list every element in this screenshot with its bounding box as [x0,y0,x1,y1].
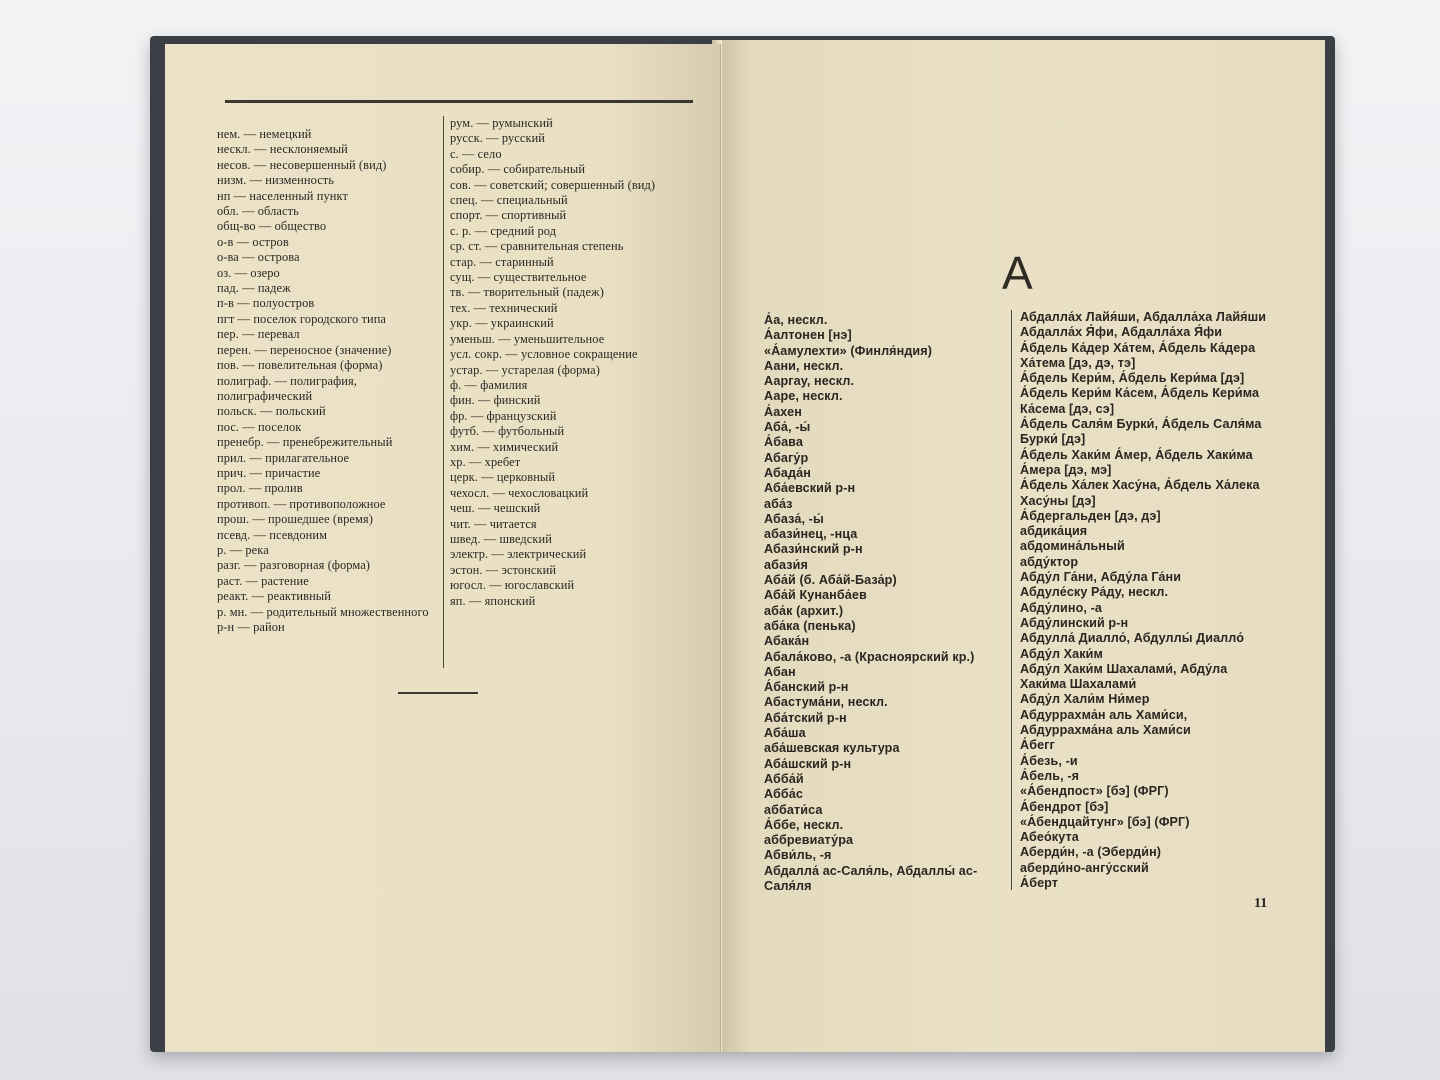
dictionary-entry: А́ббе, нескл. [764,817,844,832]
abbreviation-entry: пгт — поселок городского типа [217,311,387,326]
dictionary-entry: Аберди́н, -а (Эберди́н) [1020,845,1162,860]
abbreviation-entry: сов. — советский; совершенный (вид) [450,177,656,192]
dictionary-column-right [1020,310,1268,891]
abbreviation-entry: реакт. — реактивный [217,589,331,604]
dictionary-entry: Аба́, -ы́ [764,420,811,435]
dictionary-entry: А́бдель Хаки́м А́мер, А́бдель Хаки́ма А́мера [дэ, мэ] [1020,447,1253,477]
abbreviation-entry: чеш. — чешский [450,501,541,516]
dictionary-column-left [764,313,1008,894]
dictionary-entry: А́а, нескл. [764,313,828,327]
abbreviation-entry: о-ва — острова [217,250,300,265]
dictionary-entry: Абба́с [764,787,803,802]
dictionary-entry: Абду́л Хаки́м [1020,646,1103,661]
dictionary-entry: Аба́шский р-н [764,756,852,771]
abbreviation-entry: с. р. — средний род [450,223,557,238]
abbreviation-entry: хим. — химический [450,439,559,454]
dictionary-entry: Аба́й Кунанба́ев [764,588,867,603]
dictionary-entry: Абагу́р [764,450,809,465]
abbreviation-entry: стар. — старинный [450,254,554,269]
dictionary-entry: Аба́й (б. Аба́й-База́р) [764,573,897,588]
abbreviation-entry: русск. — русский [450,131,546,146]
abbreviation-entry: уменьш. — уменьшительное [450,331,605,346]
dictionary-entry: аба́к (архит.) [764,603,844,618]
abbreviation-entry: электр. — электрический [450,547,587,562]
abbreviation-entry: прол. — пролив [217,481,303,496]
dictionary-entry: Абада́н [764,465,811,480]
dictionary-entry: Абала́ково, -а (Красноярский кр.) [764,649,975,664]
dictionary-entry: А́бегг [1020,738,1055,753]
abbreviation-entry: укр. — украинский [450,316,554,331]
abbreviation-entry: рум. — румынский [450,116,553,130]
dictionary-entry: Аба́тский р-н [764,710,847,725]
dictionary-entry: «А́бендпост» [бэ] (ФРГ) [1020,784,1169,799]
abbreviation-entry: яп. — японский [450,593,536,608]
abbreviation-entry: пад. — падеж [217,281,291,296]
abbreviation-entry: полиграф. — полиграфия, полиграфический [217,373,357,403]
dictionary-entry: Аба́евский р-н [764,481,856,496]
abbreviation-column-right [450,116,690,609]
abbreviation-entry: хр. — хребет [450,454,521,469]
abbreviation-entry: прош. — прошедшее (время) [217,512,373,527]
dictionary-entry: «А́амулехти» (Финля́ндия) [764,343,933,358]
dictionary-entry: Аба́ша [764,726,806,741]
dictionary-entry: Абдулла́ Диалло́, Абдуллы́ Диалло́ [1020,631,1245,646]
column-divider [1011,310,1012,890]
abbreviation-entry: несов. — несовершенный (вид) [217,157,387,172]
abbreviation-entry: швед. — шведский [450,531,552,546]
dictionary-entry: А́берт [1020,875,1059,890]
dictionary-entry: А́бдель Кери́м Ка́сем, А́бдель Кери́ма Ка́сема [дэ, сэ] [1020,386,1260,416]
page-number: 11 [1254,896,1268,911]
dictionary-entry: А́безь, -и [1020,753,1078,768]
abbreviation-entry: сущ. — существительное [450,270,587,285]
abbreviation-entry: обл. — область [217,204,299,219]
abbreviation-entry: тех. — технический [450,300,558,315]
end-rule [398,692,478,694]
abbreviation-entry: устар. — устарелая (форма) [450,362,600,377]
abbreviation-entry: ф. — фамилия [450,377,528,392]
dictionary-entry: А́бава [764,435,803,450]
abbreviation-entry: эстон. — эстонский [450,562,557,577]
dictionary-entry: «А́бендцайтунг» [бэ] (ФРГ) [1020,814,1190,829]
abbreviation-entry: югосл. — югославский [450,578,575,593]
dictionary-entry: А́бдель Ка́дер Ха́тем, А́бдель Ка́дера Ха́тема [дэ, дэ, тэ] [1020,340,1256,370]
abbreviation-entry: разг. — разговорная (форма) [217,558,371,573]
dictionary-entry: Аани, нескл. [764,358,844,373]
dictionary-entry: абду́ктор [1020,554,1079,569]
abbreviation-entry: р-н — район [217,620,285,634]
dictionary-entry: Абдуррахма́н аль Хами́си, Абдуррахма́на аль Хами́си [1020,707,1191,738]
dictionary-entry: Абаза́, -ы́ [764,511,824,526]
section-letter-heading: А [1002,247,1033,299]
abbreviation-entry: фин. — финский [450,393,541,408]
column-divider [443,116,444,668]
dictionary-entry: А́бдель Саля́м Бурки́, А́бдель Саля́ма Бурки́ [дэ] [1020,417,1262,447]
dictionary-entry: А́ахен [764,404,802,419]
abbreviation-entry: о-в — остров [217,234,289,249]
dictionary-entry: аба́шевская культура [764,741,900,756]
dictionary-entry: аберди́но-ангу́сский [1020,860,1149,875]
dictionary-entry: абази́нец, -нца [764,527,858,542]
dictionary-entry: Абдалла́х Лайя́ши, Абдалла́ха Лайя́ши [1020,310,1267,324]
dictionary-entry: аба́з [764,496,793,511]
abbreviation-entry: нем. — немецкий [217,127,312,141]
abbreviation-entry: футб. — футбольный [450,424,565,439]
dictionary-entry: Абдалла́ ас-Саля́ль, Абдаллы́ ас-Саля́ля [764,863,978,893]
abbreviation-entry: собир. — собирательный [450,162,586,177]
dictionary-entry: А́бдель Кери́м, А́бдель Кери́ма [дэ] [1020,371,1245,386]
dictionary-entry: Абви́ль, -я [764,848,832,863]
abbreviation-entry: оз. — озеро [217,265,280,280]
abbreviation-column-left [217,127,435,635]
dictionary-entry: аба́ка (пенька) [764,618,856,633]
dictionary-entry: абдика́ция [1020,524,1088,539]
abbreviation-entry: прич. — причастие [217,465,321,480]
abbreviation-entry: чехосл. — чехословацкий [450,485,589,500]
abbreviation-entry: р. мн. — родительный множественного [217,604,429,619]
abbreviation-entry: с. — село [450,146,502,161]
abbreviation-entry: нп — населенный пункт [217,188,348,203]
abbreviation-entry: польск. — польский [217,404,326,419]
dictionary-entry: А́бель, -я [1020,768,1080,783]
abbreviation-entry: раст. — растение [217,573,309,588]
dictionary-entry: А́алтонен [нэ] [764,328,852,343]
abbreviation-entry: чит. — читается [450,516,537,531]
abbreviation-entry: церк. — церковный [450,470,556,485]
dictionary-entry: Абео́кута [1020,830,1079,845]
dictionary-entry: Абан [764,664,796,679]
dictionary-entry: Абази́нский р-н [764,542,863,557]
dictionary-entry: абази́я [764,557,808,572]
dictionary-entry: А́бендрот [бэ] [1020,799,1109,814]
abbreviation-entry: общ-во — общество [217,219,327,234]
dictionary-entry: Абака́н [764,634,810,649]
dictionary-entry: Абду́л Га́ни, Абду́ла Га́ни [1020,570,1182,585]
abbreviation-entry: спец. — специальный [450,193,568,208]
dictionary-entry: А́бдель Ха́лек Хасу́на, А́бдель Ха́лека Хасу́ны [дэ] [1020,478,1260,508]
abbreviation-entry: п-в — полуостров [217,296,315,311]
dictionary-entry: Абдуле́ску Ра́ду, нескл. [1020,585,1169,600]
dictionary-entry: Абду́линский р-н [1020,615,1129,630]
right-page [722,40,1325,1052]
dictionary-entry: А́банский р-н [764,680,849,695]
dictionary-entry: Абду́л Хаки́м Шахалами́, Абду́ла Хаки́ма Шахалами́ [1020,661,1228,692]
abbreviation-entry: перен. — переносное (значение) [217,342,392,357]
abbreviation-entry: ср. ст. — сравнительная степень [450,239,624,254]
top-rule [225,100,693,103]
dictionary-entry: абдомина́льный [1020,539,1125,554]
abbreviation-entry: пренебр. — пренебрежительный [217,435,393,450]
abbreviation-entry: пер. — перевал [217,327,300,342]
dictionary-entry: Абду́л Хали́м Ни́мер [1020,692,1150,707]
abbreviation-entry: пов. — повелительная (форма) [217,358,383,373]
abbreviation-entry: тв. — творительный (падеж) [450,285,604,300]
dictionary-entry: Ааре, нескл. [764,389,843,404]
dictionary-entry: аббревиату́ра [764,833,854,848]
left-page [165,44,721,1052]
abbreviation-entry: р. — река [217,542,269,557]
dictionary-entry: аббати́са [764,802,823,817]
abbreviation-entry: прил. — прилагательное [217,450,350,465]
abbreviation-entry: усл. сокр. — условное сокращение [450,347,638,362]
dictionary-entry: Абастума́ни, нескл. [764,695,888,710]
dictionary-entry: Ааргау, нескл. [764,374,855,389]
abbreviation-entry: противоп. — противоположное [217,496,386,511]
abbreviation-entry: спорт. — спортивный [450,208,567,223]
dictionary-entry: Абба́й [764,771,804,786]
abbreviation-entry: фр. — французский [450,408,557,423]
dictionary-entry: Абду́лино, -а [1020,600,1102,615]
abbreviation-entry: нескл. — несклоняемый [217,142,348,157]
dictionary-entry: А́бдергальден [дэ, дэ] [1020,508,1161,523]
dictionary-entry: Абдалла́х Я́фи, Абдалла́ха Я́фи [1020,325,1223,340]
abbreviation-entry: псевд. — псевдоним [217,527,328,542]
abbreviation-entry: низм. — низменность [217,173,335,188]
abbreviation-entry: пос. — поселок [217,419,302,434]
